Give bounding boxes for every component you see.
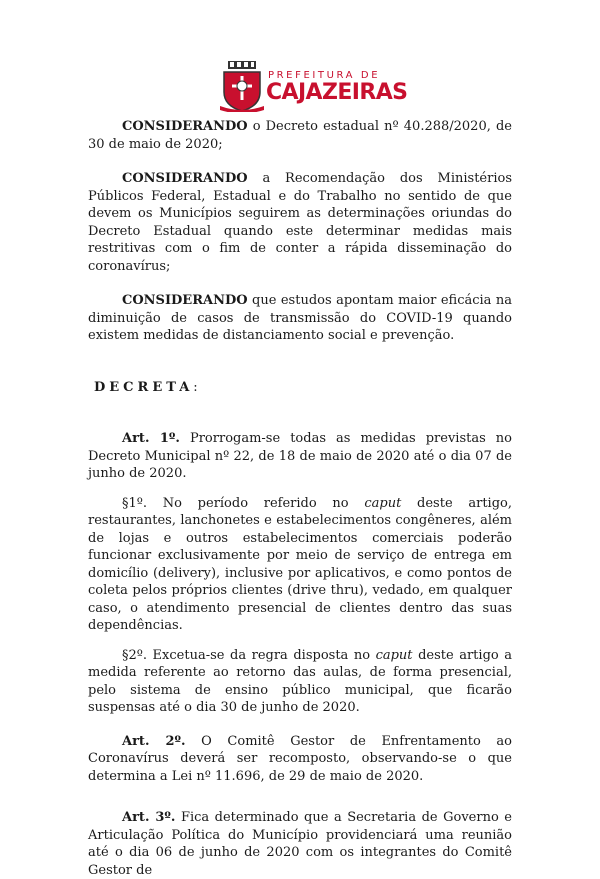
coat-of-arms-icon [220, 60, 264, 112]
article-1: Art. 1º. Prorrogam-se todas as medidas previstas no Decreto Municipal nº 22, de 18 de maio de 2020 até o dia 07 de junho de 2020. [88, 431, 512, 481]
city-name: CAJAZEIRAS [266, 80, 408, 105]
article-1-paragraph-1: §1º. No período referido no caput deste artigo, restaurantes, lanchonetes e estabelecimentos congêneres, além de lojas e outros estabelecimentos comerciais poderão funcionar exclusivamente por meio de serviço de entrega em domicílio (delivery), inclusive por aplicativos, e como pontos de coleta pelos próprios clientes (drive thru), vedado, em qualquer caso, o atendimento presencial de clientes dentro das suas dependências. [88, 495, 513, 633]
prefeitura-label: PREFEITURA DE [268, 70, 381, 81]
decreta-heading: DECRETA: [94, 379, 198, 395]
article-2: Art. 2º. O Comitê Gestor de Enfrentamento ao Coronavírus deverá ser recomposto, observando-se o que determina a Lei nº 11.696, de 29 de maio de 2020. [88, 733, 512, 784]
decree-body [88, 118, 512, 879]
article-3: Art. 3º. Fica determinado que a Secretaria de Governo e Articulação Política do Município providenciará uma reunião até o dia 06 de junho de 2020 com os integrantes do Comitê Gestor de [88, 810, 512, 878]
article-1-paragraph-2: §2º. Excetua-se da regra disposta no caput deste artigo a medida referente ao retorno das aulas, de forma presencial, pelo sistema de ensino público municipal, que ficarão suspensas até o dia 30 de junho de 2020. [88, 647, 513, 715]
considerando-1: CONSIDERANDO o Decreto estadual nº 40.288/2020, de 30 de maio de 2020; [88, 119, 512, 152]
considerando-3: CONSIDERANDO que estudos apontam maior eficácia na diminuição de casos de transmissão do COVID-19 quando existem medidas de distanciamento social e prevenção. [88, 293, 512, 343]
considerando-2: CONSIDERANDO a Recomendação dos Ministérios Públicos Federal, Estadual e do Trabalho no sentido de que devem os Municípios seguirem as determinações oriundas do Decreto Estadual quando este determinar medidas mais restritivas com o fim de conter a rápida disseminação do coronavírus; [88, 171, 512, 274]
city-logo [218, 60, 408, 112]
